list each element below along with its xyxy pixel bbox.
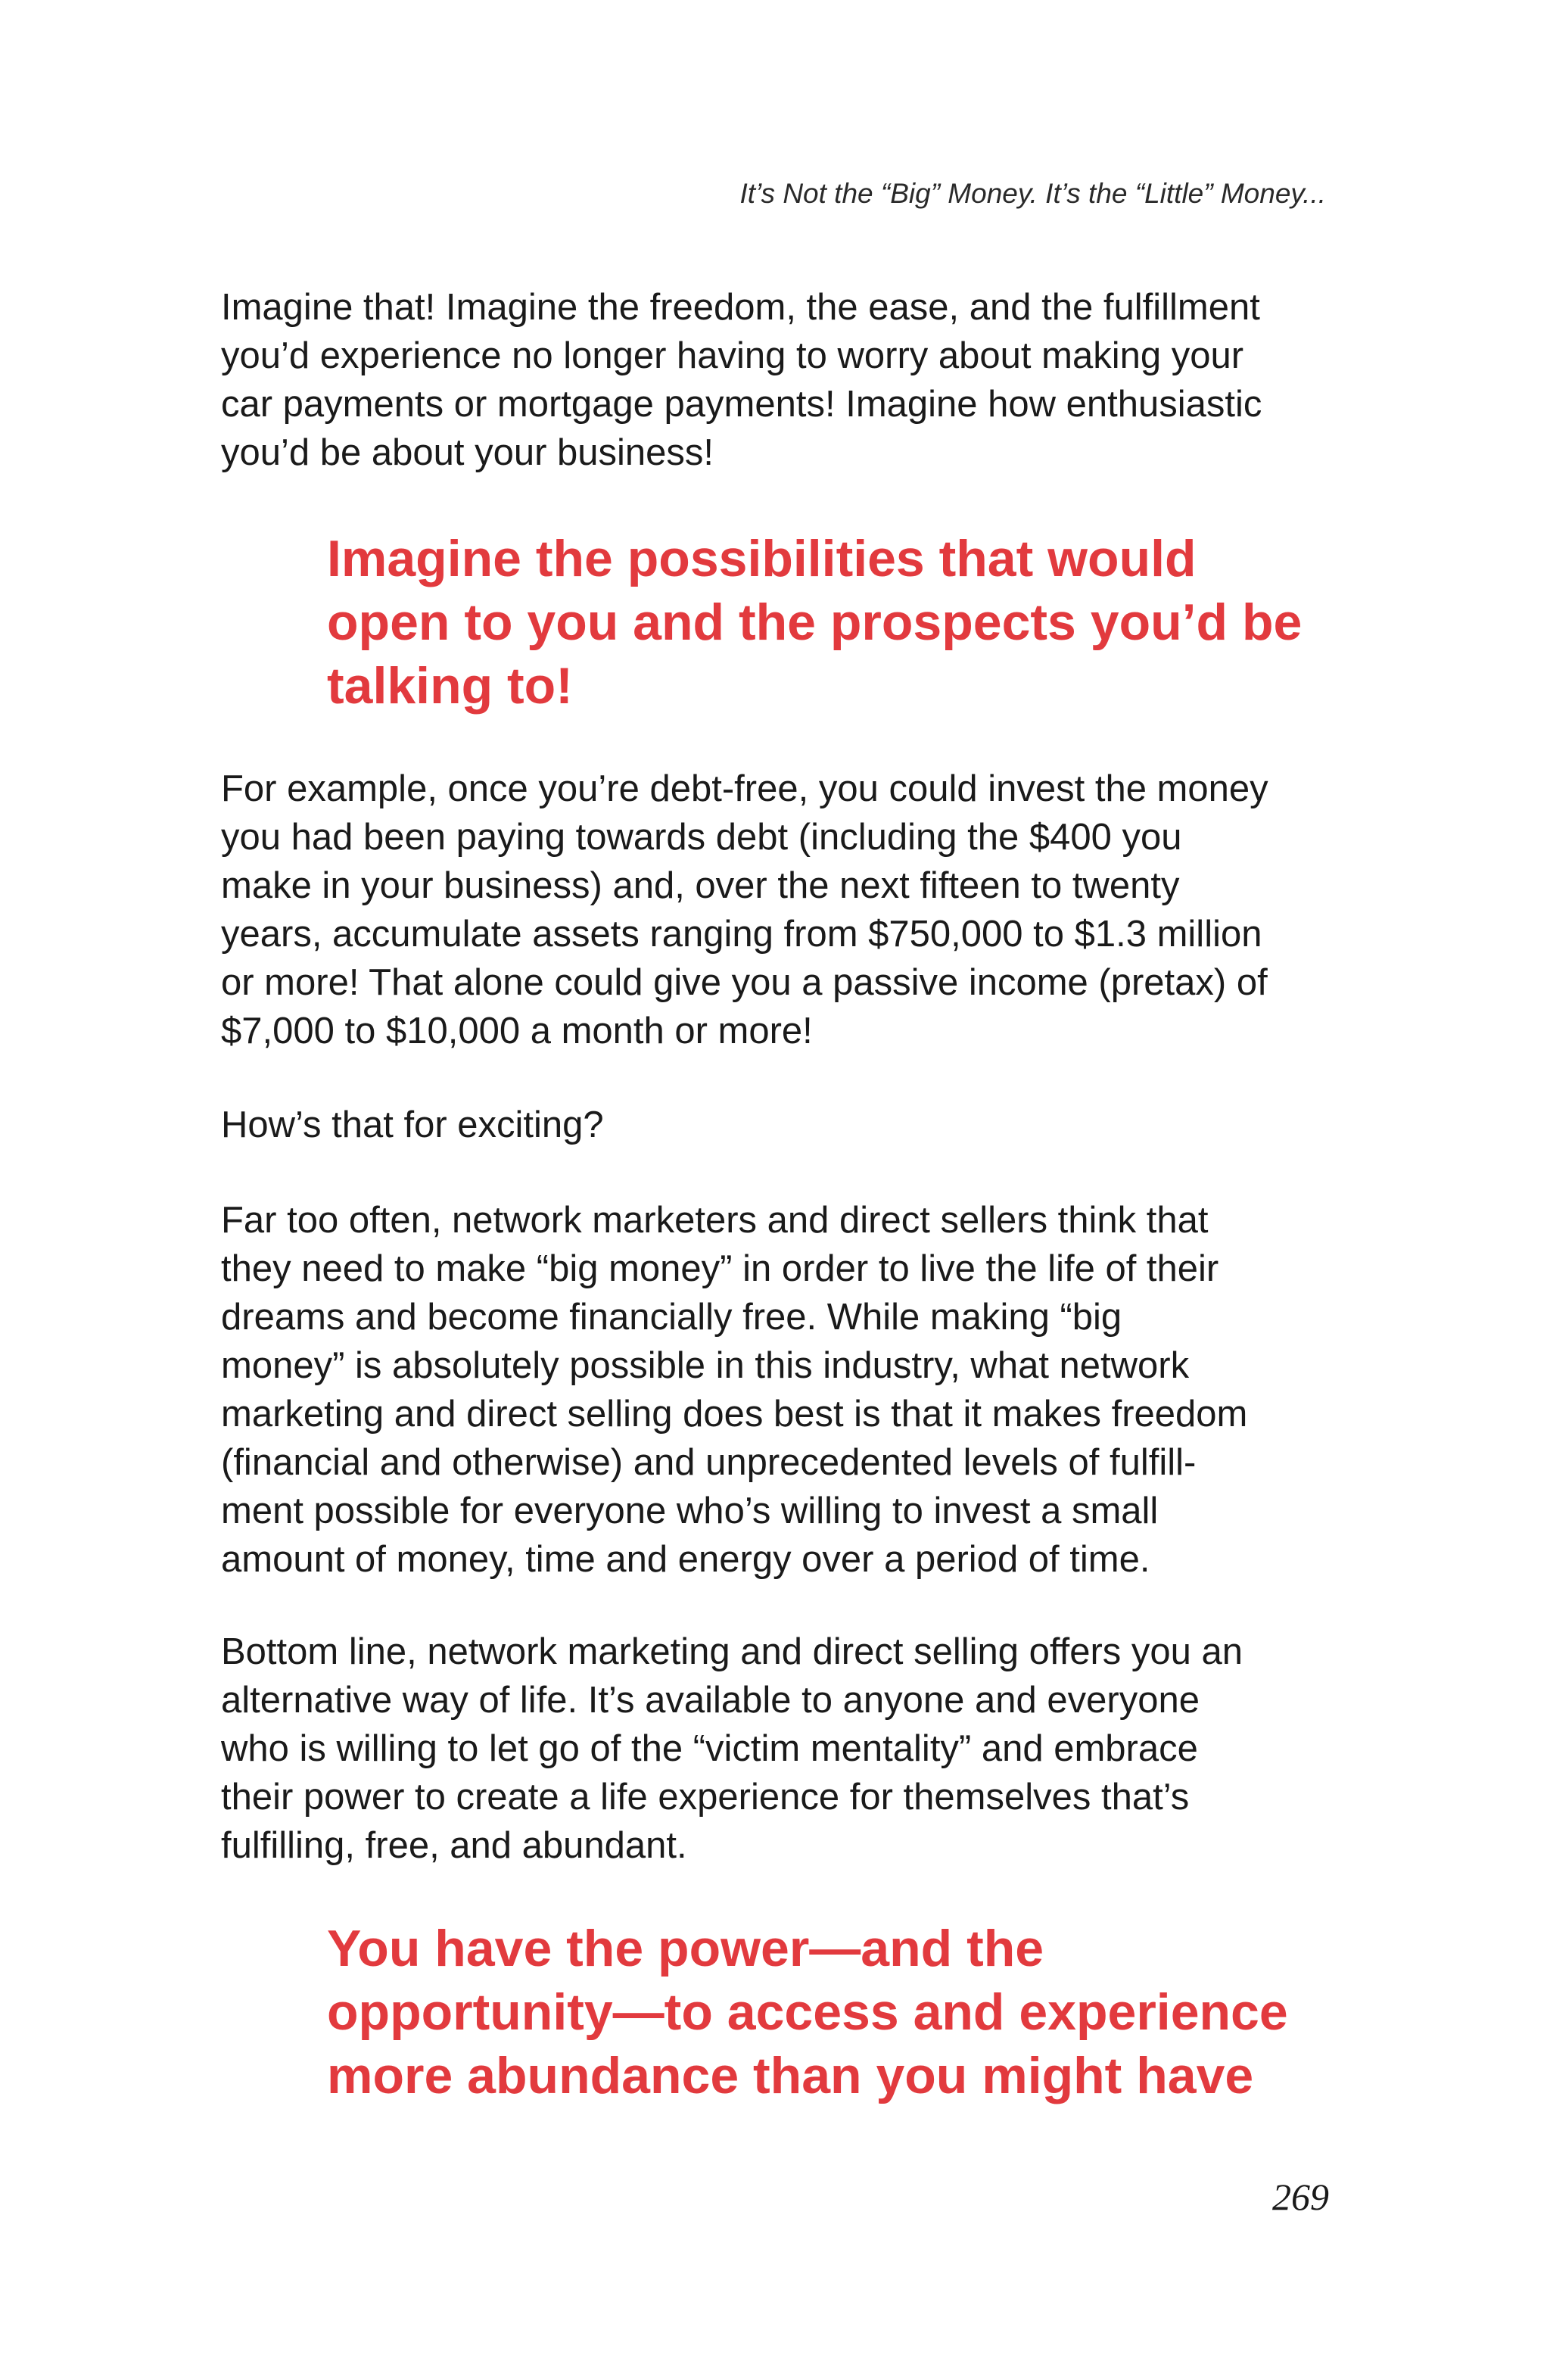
text-line: you had been paying towards debt (including the $400 you (221, 817, 1182, 858)
text-line: fulfilling, free, and abundant. (221, 1825, 687, 1866)
text-line: make in your business) and, over the next fifteen to twenty (221, 865, 1180, 906)
body-paragraph (221, 1628, 1334, 1870)
pull-quote-line: You have the power—and the (327, 1920, 1044, 1977)
text-line: money” is absolutely possible in this industry, what network (221, 1345, 1190, 1386)
pull-quote-line: opportunity—to access and experience (327, 1983, 1288, 2041)
text-line: years, accumulate assets ranging from $750,000 to $1.3 million (221, 914, 1262, 955)
text-line: How’s that for exciting? (221, 1104, 604, 1145)
pull-quote (327, 527, 1334, 718)
body-paragraph (221, 1196, 1334, 1584)
text-line: amount of money, time and energy over a period of time. (221, 1539, 1150, 1580)
body-paragraph (221, 765, 1334, 1055)
body-paragraph (221, 1101, 1334, 1149)
text-line: you’d be about your business! (221, 432, 714, 473)
text-line: car payments or mortgage payments! Imagine how enthusiastic (221, 384, 1262, 425)
pull-quote-line: more abundance than you might have (327, 2047, 1254, 2104)
pull-quote-line: open to you and the prospects you’d be (327, 593, 1303, 651)
running-head: It’s Not the “Big” Money. It’s the “Little” Money... (739, 178, 1326, 209)
text-line: marketing and direct selling does best is that it makes freedom (221, 1394, 1248, 1435)
page-number: 269 (1272, 2176, 1329, 2218)
text-line: their power to create a life experience for themselves that’s (221, 1777, 1190, 1818)
pull-quote-line: Imagine the possibilities that would (327, 530, 1197, 587)
text-line: alternative way of life. It’s available to anyone and everyone (221, 1680, 1200, 1721)
text-line: who is willing to let go of the “victim mentality” and embrace (221, 1728, 1198, 1769)
pull-quote-line: talking to! (327, 657, 573, 715)
text-line: $7,000 to $10,000 a month or more! (221, 1011, 813, 1051)
text-line: they need to make “big money” in order to live the life of their (221, 1248, 1219, 1289)
text-line: ment possible for everyone who’s willing to invest a small (221, 1491, 1159, 1531)
text-line: (financial and otherwise) and unprecedented levels of fulfill- (221, 1442, 1197, 1483)
text-line: dreams and become financially free. While making “big (221, 1297, 1122, 1338)
text-line: Bottom line, network marketing and direct selling offers you an (221, 1631, 1243, 1672)
pull-quote (327, 1917, 1334, 2107)
body-paragraph (221, 283, 1334, 477)
text-line: Imagine that! Imagine the freedom, the ease, and the fulfillment (221, 287, 1260, 328)
text-line: or more! That alone could give you a passive income (pretax) of (221, 962, 1268, 1003)
text-line: For example, once you’re debt-free, you could invest the money (221, 768, 1268, 809)
text-line: Far too often, network marketers and direct sellers think that (221, 1200, 1209, 1241)
text-line: you’d experience no longer having to worry about making your (221, 335, 1244, 376)
